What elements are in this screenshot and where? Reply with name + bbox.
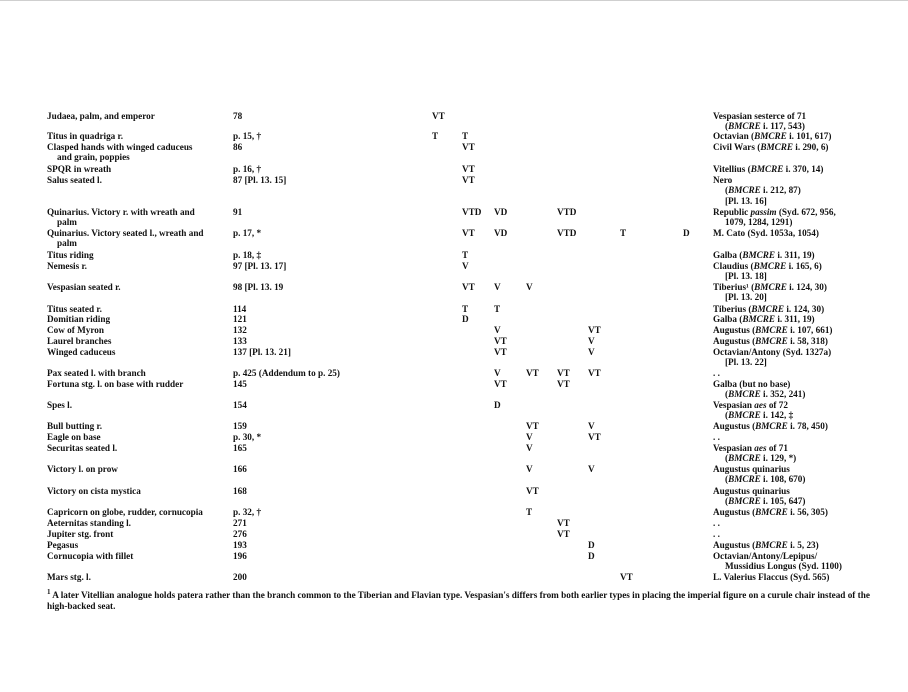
prototype-line: Tiberius (BMCRE i. 124, 30) <box>713 304 825 314</box>
prototype-line: Mussidius Longus (Syd. 1100) <box>725 561 842 572</box>
issue-mark: VT <box>588 432 601 442</box>
issue-mark: VT <box>557 368 570 378</box>
catalogue-reference: 114 <box>233 304 247 314</box>
issue-mark: V <box>462 261 469 271</box>
catalogue-reference: 168 <box>233 486 247 496</box>
coin-type <box>47 551 227 561</box>
issue-mark: D <box>494 400 501 410</box>
prototype-source <box>713 336 893 346</box>
issue-mark: VT <box>526 368 539 378</box>
prototype-source <box>713 142 893 152</box>
coin-type <box>47 486 227 496</box>
coin-type <box>47 540 227 550</box>
prototype-line: Augustus (BMCRE i. 107, 661) <box>713 325 833 335</box>
issue-mark: VT <box>557 518 570 528</box>
coin-type-text: Securitas seated l. <box>47 443 118 453</box>
coin-type-text: Quinarius. Victory r. with wreath and <box>47 207 195 217</box>
catalogue-reference: 86 <box>233 142 243 152</box>
issue-mark: VT <box>462 142 475 152</box>
catalogue-reference: p. 17, * <box>233 228 262 238</box>
prototype-source <box>713 314 893 324</box>
coin-type <box>47 164 227 174</box>
issue-mark: V <box>494 368 501 378</box>
coin-type-text: Titus seated r. <box>47 304 102 314</box>
prototype-line: Octavian/Antony (Syd. 1327a) <box>713 347 832 357</box>
prototype-line: Augustus (BMCRE i. 58, 318) <box>713 336 828 346</box>
coin-type-text: Eagle on base <box>47 432 101 442</box>
issue-mark: D <box>462 314 469 324</box>
coin-type-text: Pax seated l. with branch <box>47 368 146 378</box>
prototype-source <box>713 400 893 421</box>
coin-type <box>47 207 227 228</box>
issue-mark: V <box>526 432 533 442</box>
coin-type <box>47 314 227 324</box>
catalogue-reference: 159 <box>233 421 247 431</box>
prototype-line: Civil Wars (BMCRE i. 290, 6) <box>713 142 829 152</box>
issue-mark: VT <box>526 421 539 431</box>
coin-type <box>47 347 227 357</box>
prototype-line: (BMCRE i. 212, 87) <box>725 185 801 196</box>
coin-type-text: Vespasian seated r. <box>47 282 121 292</box>
prototype-source <box>713 518 893 528</box>
issue-mark: VTD <box>462 207 482 217</box>
prototype-line: Claudius (BMCRE i. 165, 6) <box>713 261 822 271</box>
coin-type <box>47 304 227 314</box>
coin-type <box>47 325 227 335</box>
issue-mark: VT <box>432 111 445 121</box>
issue-mark: VT <box>588 368 601 378</box>
prototype-source <box>713 325 893 335</box>
prototype-source <box>713 304 893 314</box>
prototype-source <box>713 572 893 582</box>
issue-mark: VTD <box>557 207 577 217</box>
issue-mark: VT <box>494 336 507 346</box>
coin-type <box>47 572 227 582</box>
prototype-source <box>713 131 893 141</box>
prototype-line: Republic passim (Syd. 672, 956, <box>713 207 836 217</box>
prototype-line: Vitellius (BMCRE i. 370, 14) <box>713 164 824 174</box>
prototype-line: (BMCRE i. 105, 647) <box>725 496 806 507</box>
issue-mark: VD <box>494 207 508 217</box>
coin-type <box>47 131 227 141</box>
coin-type <box>47 507 227 517</box>
issue-mark: VT <box>526 486 539 496</box>
footnote <box>47 587 877 612</box>
issue-mark: VT <box>462 282 475 292</box>
coin-type-text: Clasped hands with winged caduceus <box>47 142 193 152</box>
catalogue-reference: 154 <box>233 400 247 410</box>
coin-type-text: Quinarius. Victory seated l., wreath and <box>47 228 204 238</box>
coin-type-text: Capricorn on globe, rudder, cornucopia <box>47 507 203 517</box>
prototype-line: Octavian/Antony/Lepipus/ <box>713 551 818 561</box>
coin-type <box>47 336 227 346</box>
prototype-line: . . <box>713 368 720 378</box>
issue-mark: T <box>526 507 533 517</box>
issue-mark: VT <box>557 529 570 539</box>
prototype-source <box>713 464 893 485</box>
prototype-source <box>713 486 893 507</box>
issue-mark: VT <box>620 572 633 582</box>
coin-type <box>47 250 227 260</box>
prototype-source <box>713 443 893 464</box>
prototype-line: (BMCRE i. 129, *) <box>725 453 797 464</box>
prototype-source <box>713 529 893 539</box>
coin-type-text: Salus seated l. <box>47 175 102 185</box>
prototype-line: Augustus (BMCRE i. 78, 450) <box>713 421 828 431</box>
coin-type-continuation: palm <box>57 238 77 249</box>
issue-mark: VT <box>462 164 475 174</box>
prototype-line: Augustus quinarius <box>713 464 790 474</box>
prototype-line: Octavian (BMCRE i. 101, 617) <box>713 131 832 141</box>
catalogue-reference: p. 15, † <box>233 131 262 141</box>
footnote-marker: 1 <box>47 588 51 596</box>
issue-mark: V <box>526 464 533 474</box>
catalogue-reference: p. 18, ‡ <box>233 250 262 260</box>
prototype-line: (BMCRE i. 142, ‡ <box>725 410 794 421</box>
catalogue-reference: p. 32, † <box>233 507 262 517</box>
prototype-source <box>713 507 893 517</box>
prototype-source <box>713 432 893 442</box>
issue-mark: D <box>683 228 690 238</box>
prototype-source <box>713 207 893 228</box>
coin-type <box>47 432 227 442</box>
prototype-source <box>713 540 893 550</box>
coin-type <box>47 379 227 389</box>
catalogue-reference: 133 <box>233 336 247 346</box>
catalogue-reference: 137 [Pl. 13. 21] <box>233 347 291 357</box>
issue-mark: VT <box>462 175 475 185</box>
coin-type-text: Mars stg. l. <box>47 572 91 582</box>
issue-mark: VT <box>494 347 507 357</box>
coin-type <box>47 464 227 474</box>
catalogue-reference: 97 [Pl. 13. 17] <box>233 261 287 271</box>
issue-mark: T <box>462 250 469 260</box>
coin-type <box>47 282 227 292</box>
prototype-line: Augustus (BMCRE i. 56, 305) <box>713 507 828 517</box>
coin-type-text: Titus in quadriga r. <box>47 131 124 141</box>
catalogue-reference: p. 16, † <box>233 164 262 174</box>
catalogue-reference: 98 [Pl. 13. 19 <box>233 282 284 292</box>
issue-mark: V <box>494 282 501 292</box>
coin-type-text: Domitian riding <box>47 314 111 324</box>
issue-mark: VT <box>462 228 475 238</box>
coin-type-continuation: and grain, poppies <box>57 152 130 163</box>
coin-type-text: Judaea, palm, and emperor <box>47 111 155 121</box>
coin-type <box>47 175 227 185</box>
issue-mark: VTD <box>557 228 577 238</box>
prototype-source <box>713 164 893 174</box>
issue-mark: D <box>588 540 595 550</box>
prototype-line: Vespasian sesterce of 71 <box>713 111 807 121</box>
prototype-source <box>713 368 893 378</box>
prototype-line: . . <box>713 432 720 442</box>
prototype-source <box>713 250 893 260</box>
prototype-line: [Pl. 13. 18] <box>725 271 767 282</box>
issue-mark: V <box>588 464 595 474</box>
catalogue-reference: p. 425 (Addendum to p. 25) <box>233 368 340 378</box>
prototype-source <box>713 282 893 303</box>
issue-mark: VT <box>494 379 507 389</box>
issue-mark: T <box>462 131 469 141</box>
prototype-line: Galba (BMCRE i. 311, 19) <box>713 314 815 324</box>
coin-type-text: SPQR in wreath <box>47 164 112 174</box>
prototype-line: Vespasian aes of 72 <box>713 400 788 410</box>
issue-mark: VD <box>494 228 508 238</box>
prototype-line: Augustus (BMCRE i. 5, 23) <box>713 540 819 550</box>
issue-mark: V <box>588 347 595 357</box>
catalogue-reference: 145 <box>233 379 247 389</box>
catalogue-reference: 132 <box>233 325 247 335</box>
catalogue-reference: 78 <box>233 111 243 121</box>
prototype-line: . . <box>713 529 720 539</box>
coin-type-text: Laurel branches <box>47 336 112 346</box>
prototype-line: Galba (BMCRE i. 311, 19) <box>713 250 815 260</box>
coin-type <box>47 529 227 539</box>
prototype-source <box>713 261 893 282</box>
prototype-source <box>713 228 893 238</box>
issue-mark: VT <box>557 379 570 389</box>
prototype-line: Augustus quinarius <box>713 486 790 496</box>
catalogue-reference: p. 30, * <box>233 432 262 442</box>
prototype-source <box>713 551 893 572</box>
catalogue-reference: 91 <box>233 207 243 217</box>
coin-type <box>47 400 227 410</box>
prototype-line: Vespasian aes of 71 <box>713 443 788 453</box>
issue-mark: V <box>526 443 533 453</box>
prototype-source <box>713 111 893 132</box>
coin-type-text: Victory on cista mystica <box>47 486 141 496</box>
prototype-line: Nero <box>713 175 733 185</box>
issue-mark: T <box>462 304 469 314</box>
coin-type-text: Pegasus <box>47 540 79 550</box>
coin-type <box>47 368 227 378</box>
coin-type-text: Bull butting r. <box>47 421 103 431</box>
coin-type <box>47 421 227 431</box>
coin-type-continuation: palm <box>57 217 77 228</box>
coin-type <box>47 111 227 121</box>
catalogue-reference: 200 <box>233 572 247 582</box>
footnote-text: A later Vitellian analogue holds patera rather than the branch common to the Tiberian and Flavian type. Vespasian's differs from both earlier types in placing the imperial figure on a curule chair instead of the high-backed seat. <box>47 590 870 612</box>
prototype-source <box>713 421 893 431</box>
issue-mark: V <box>526 282 533 292</box>
coin-type-text: Jupiter stg. front <box>47 529 114 539</box>
prototype-line: [Pl. 13. 22] <box>725 357 767 368</box>
prototype-line: [Pl. 13. 16] <box>725 195 767 206</box>
prototype-source <box>713 175 893 206</box>
prototype-line: L. Valerius Flaccus (Syd. 565) <box>713 572 830 582</box>
coin-type-text: Victory l. on prow <box>47 464 118 474</box>
issue-mark: D <box>588 551 595 561</box>
coin-type-text: Winged caduceus <box>47 347 116 357</box>
issue-mark: VT <box>588 325 601 335</box>
prototype-line: M. Cato (Syd. 1053a, 1054) <box>713 228 819 238</box>
coin-type <box>47 518 227 528</box>
coin-type-text: Titus riding <box>47 250 94 260</box>
prototype-line: . . <box>713 518 720 528</box>
coin-type-text: Cornucopia with fillet <box>47 551 134 561</box>
prototype-line: Galba (but no base) <box>713 379 791 389</box>
catalogue-reference: 166 <box>233 464 247 474</box>
prototype-line: (BMCRE i. 352, 241) <box>725 389 806 400</box>
coin-type-text: Fortuna stg. l. on base with rudder <box>47 379 184 389</box>
catalogue-reference: 193 <box>233 540 247 550</box>
prototype-line: (BMCRE i. 117, 543) <box>725 121 805 132</box>
coin-type-text: Nemesis r. <box>47 261 87 271</box>
issue-mark: T <box>620 228 627 238</box>
coin-type-text: Cow of Myron <box>47 325 104 335</box>
issue-mark: V <box>494 325 501 335</box>
coin-type-text: Aeternitas standing l. <box>47 518 131 528</box>
prototype-source <box>713 379 893 400</box>
catalogue-reference: 165 <box>233 443 247 453</box>
issue-mark: T <box>432 131 439 141</box>
prototype-line: 1079, 1284, 1291) <box>725 217 793 228</box>
issue-mark: T <box>494 304 501 314</box>
coin-type <box>47 261 227 271</box>
catalogue-reference: 196 <box>233 551 247 561</box>
catalogue-reference: 271 <box>233 518 247 528</box>
coin-type-text: Spes l. <box>47 400 73 410</box>
prototype-line: (BMCRE i. 108, 670) <box>725 474 806 485</box>
issue-mark: V <box>588 421 595 431</box>
coin-type <box>47 142 227 163</box>
catalogue-reference: 87 [Pl. 13. 15] <box>233 175 287 185</box>
prototype-source <box>713 347 893 368</box>
catalogue-reference: 276 <box>233 529 247 539</box>
prototype-line: [Pl. 13. 20] <box>725 292 767 303</box>
catalogue-reference: 121 <box>233 314 247 324</box>
issue-mark: V <box>588 336 595 346</box>
prototype-line: Tiberius¹ (BMCRE i. 124, 30) <box>713 282 827 292</box>
coin-type <box>47 443 227 453</box>
coin-type <box>47 228 227 249</box>
